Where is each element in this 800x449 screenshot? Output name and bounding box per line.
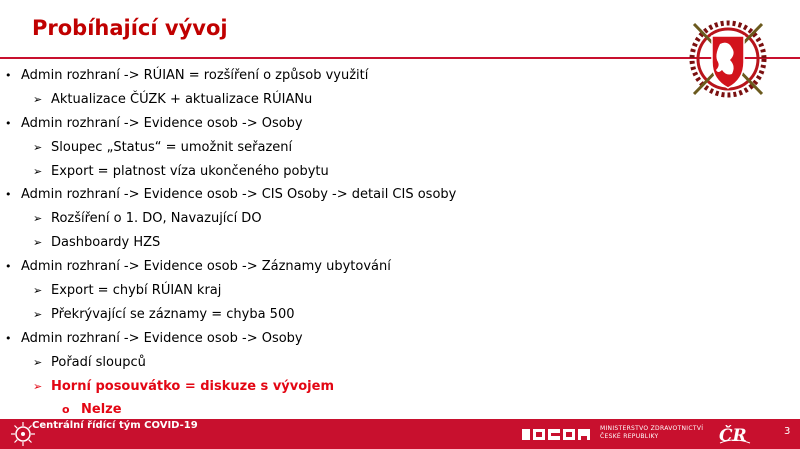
arrow-bullet-marker: ➢ [33, 284, 43, 298]
list-item-text: Překrývající se záznamy = chyba 500 [51, 306, 295, 322]
arrow-bullet-marker: ➢ [33, 355, 43, 369]
bullet-marker: • [5, 331, 12, 345]
arrow-bullet-marker: ➢ [33, 379, 43, 393]
footer-team-name: Centrální řídící tým COVID-19 [32, 420, 198, 431]
list-item [0, 303, 680, 327]
list-item [0, 207, 680, 231]
svg-text:ČR: ČR [719, 426, 747, 445]
list-item-text: Admin rozhraní -> RÚIAN = rozšíření o způsob využití [21, 68, 369, 83]
list-item [0, 136, 680, 160]
list-item-text: Sloupec „Status“ = umožnit seřazení [51, 139, 293, 155]
list-item-text: Export = chybí RÚIAN kraj [51, 283, 222, 299]
ministry-line-1: MINISTERSTVO ZDRAVOTNICTVÍ [600, 425, 704, 432]
list-item-text: Admin rozhraní -> Evidence osob -> CIS Osoby -> detail CIS osoby [21, 187, 457, 203]
list-item [0, 64, 680, 88]
bullet-marker: • [5, 260, 12, 274]
czech-army-emblem-icon [680, 14, 776, 104]
list-item [0, 327, 680, 351]
list-item [0, 255, 680, 279]
bullet-marker: • [5, 188, 12, 202]
list-item [0, 183, 680, 207]
czech-republic-logo-icon [718, 423, 752, 445]
list-item-text: Pořadí sloupců [51, 354, 146, 370]
bullet-list [0, 64, 680, 422]
arrow-bullet-marker: ➢ [33, 164, 43, 178]
slide-title: Probíhající vývoj [32, 16, 228, 40]
page-number: 3 [784, 426, 791, 437]
bullet-marker: • [5, 69, 12, 82]
list-item-text: Admin rozhraní -> Evidence osob -> Záznamy ubytování [21, 259, 391, 275]
list-item [0, 279, 680, 303]
mzcr-logo-icon [522, 427, 590, 441]
list-item-text: Nelze [81, 402, 122, 418]
list-item-text: Rozšíření o 1. DO, Navazující DO [51, 211, 262, 227]
list-item-text: Horní posouvátko = diskuze s vývojem [51, 378, 334, 394]
arrow-bullet-marker: ➢ [33, 212, 43, 226]
arrow-bullet-marker: ➢ [33, 236, 43, 250]
list-item [0, 231, 680, 255]
list-item [0, 112, 680, 136]
list-item-text: Export = platnost víza ukončeného pobytu [51, 163, 329, 179]
circle-bullet-marker: o [62, 403, 70, 417]
list-item-text: Admin rozhraní -> Evidence osob -> Osoby [21, 330, 303, 346]
list-item-highlighted [0, 375, 680, 399]
ministry-line-2: ČESKÉ REPUBLIKY [600, 433, 659, 440]
ministry-name [600, 425, 703, 441]
arrow-bullet-marker: ➢ [33, 92, 43, 106]
list-item [0, 88, 680, 112]
footer-bar [0, 419, 800, 449]
bullet-marker: • [5, 116, 12, 130]
list-item-text: Aktualizace ČÚZK + aktualizace RÚIANu [51, 91, 313, 107]
list-item [0, 351, 680, 375]
list-item-text: Dashboardy HZS [51, 235, 161, 251]
arrow-bullet-marker: ➢ [33, 140, 43, 154]
arrow-bullet-marker: ➢ [33, 307, 43, 321]
list-item [0, 160, 680, 184]
list-item-text: Admin rozhraní -> Evidence osob -> Osoby [21, 115, 303, 131]
